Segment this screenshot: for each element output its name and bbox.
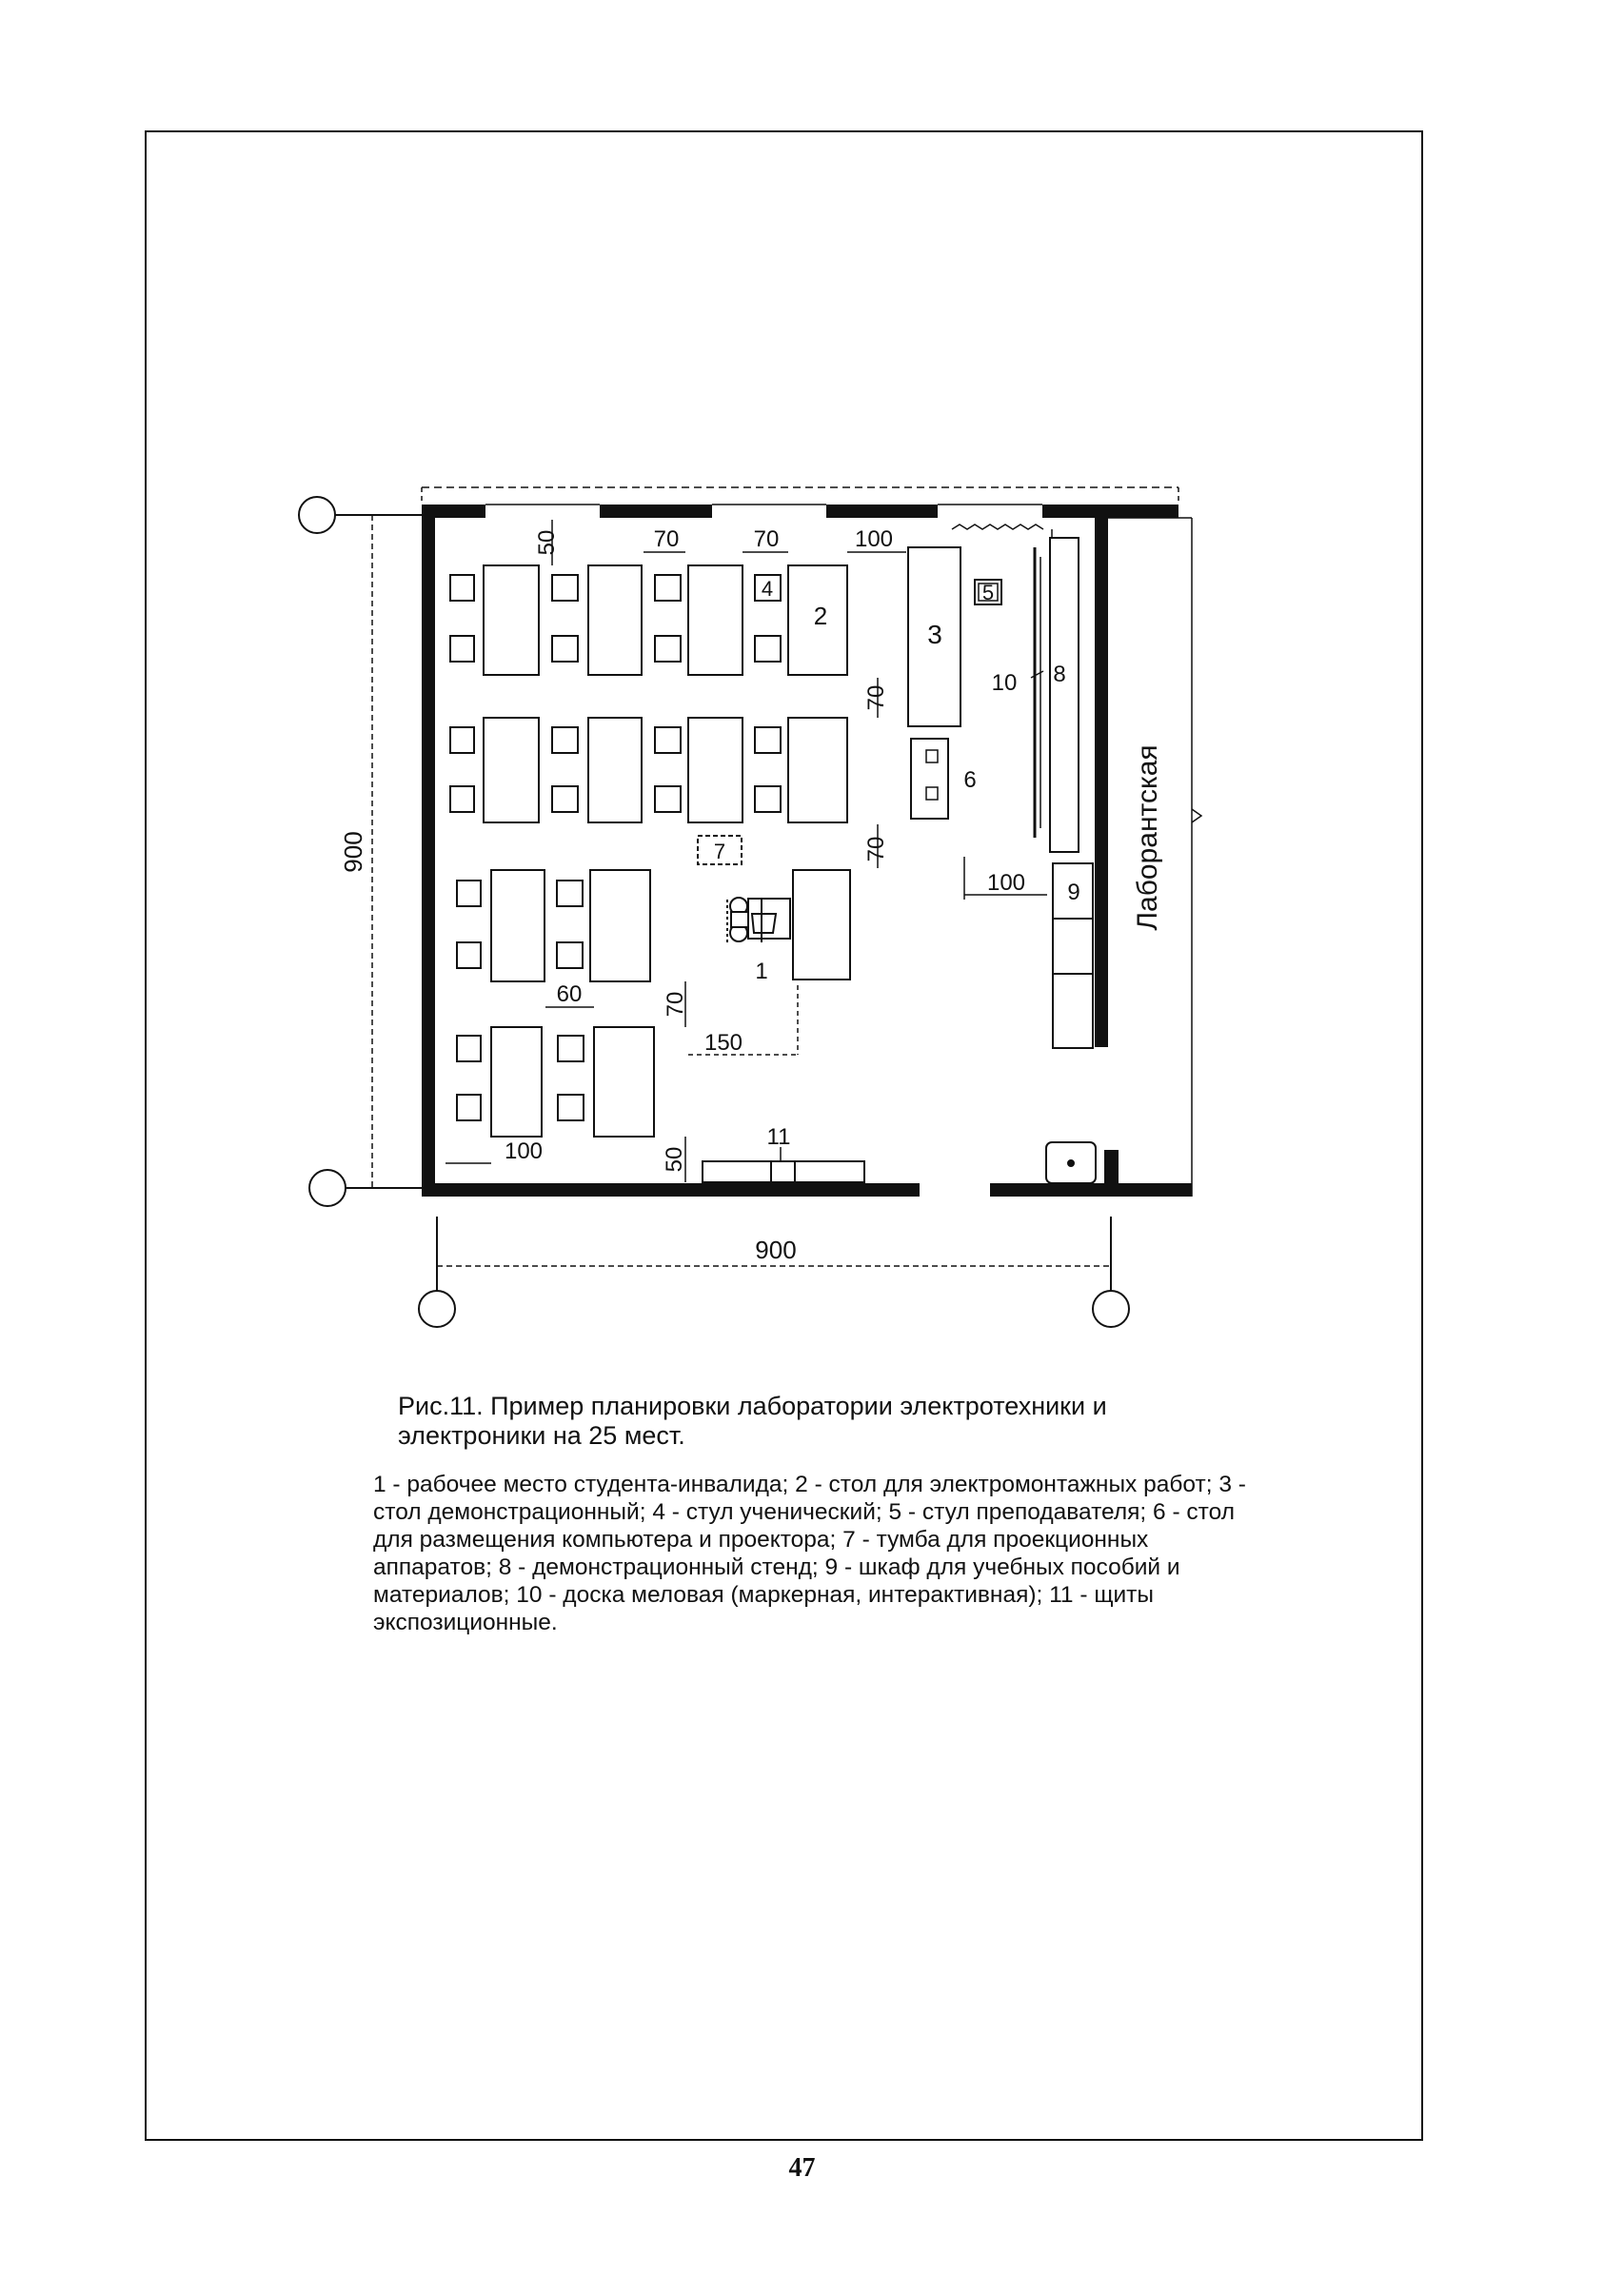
chair	[457, 942, 481, 968]
chair	[552, 786, 578, 812]
desk	[688, 565, 743, 675]
wall-partition	[1095, 518, 1108, 1047]
chair	[655, 786, 681, 812]
desk	[788, 718, 847, 822]
dimension-width-900: 900	[755, 1236, 797, 1264]
chair	[755, 786, 781, 812]
dimension-70-right-b: 70	[863, 836, 889, 862]
wall-top-c	[826, 505, 938, 518]
desk	[594, 1027, 654, 1137]
chair	[457, 881, 481, 906]
chair	[755, 727, 781, 753]
chair	[450, 727, 474, 753]
item1-wheelchair-workstation	[727, 898, 790, 942]
chair	[457, 1095, 481, 1120]
wall-left	[422, 505, 435, 1197]
chair	[557, 942, 583, 968]
figure-caption: Рис.11. Пример планировки лаборатории электротехники и электроники на 25 мест.	[398, 1392, 1107, 1450]
item8-stand	[1050, 538, 1079, 852]
desk	[590, 870, 650, 981]
item-label-6: 6	[963, 767, 977, 793]
wall-bottom-left	[422, 1183, 920, 1197]
item-label-9: 9	[1067, 880, 1080, 905]
dimension-height-900: 900	[339, 831, 367, 873]
desk	[688, 718, 743, 822]
page-number: 47	[788, 2153, 816, 2183]
dimension-100-top: 100	[854, 526, 894, 552]
wall-top-d	[1042, 505, 1178, 518]
wall-right-stub	[1104, 1150, 1119, 1183]
chair	[552, 636, 578, 662]
item-label-2: 2	[813, 602, 828, 630]
item-label-4: 4	[761, 577, 774, 601]
dimension-60: 60	[556, 981, 583, 1007]
cabinet	[1053, 919, 1093, 974]
window-strip	[422, 487, 1178, 505]
item-label-7: 7	[713, 840, 726, 863]
axis-marker-bottom-a	[419, 1291, 455, 1327]
chair	[552, 727, 578, 753]
item-label-10: 10	[991, 670, 1018, 696]
item-label-1: 1	[755, 959, 768, 984]
dimension-70-mid: 70	[663, 991, 688, 1018]
item-label-3: 3	[927, 620, 942, 649]
dimension-70-right-a: 70	[863, 684, 889, 711]
dimension-150: 150	[703, 1030, 743, 1056]
desk	[588, 718, 642, 822]
chair	[450, 636, 474, 662]
chair	[450, 575, 474, 601]
item11-exhibit-board	[703, 1161, 864, 1182]
room-label-laborantskaya: Лаборантская	[1132, 744, 1163, 931]
cabinet	[1053, 974, 1093, 1048]
axis-marker-bottom-left	[309, 1170, 346, 1206]
chair	[655, 575, 681, 601]
chair	[450, 786, 474, 812]
chair	[552, 575, 578, 601]
dimension-100-bottom: 100	[504, 1138, 544, 1164]
curtain	[952, 525, 1043, 529]
desk	[793, 870, 850, 980]
axis-marker-bottom-b	[1093, 1291, 1129, 1327]
teacher-zone	[698, 538, 1096, 1183]
desk	[491, 1027, 542, 1137]
dimension-70-b: 70	[753, 526, 780, 552]
figure-legend: 1 - рабочее место студента-инвалида; 2 - стол для электромонтажных работ; 3 - стол демонстрационный; 4 - стул ученический; 5 - стул преподавателя; 6 - стол для размещения компьютера и проектора; 7 - тумба для проекционных аппаратов; 8 - демонстрационный стенд; 9 - шкаф для учебных пособий и материалов; 10 - доска меловая (маркерная, интерактивная); 11 - щиты экспозиционные.	[373, 1472, 1246, 1635]
chair	[655, 636, 681, 662]
chair	[655, 727, 681, 753]
item-label-5: 5	[981, 581, 995, 604]
desk	[588, 565, 642, 675]
desk	[491, 870, 545, 981]
desk	[484, 565, 539, 675]
chair	[558, 1095, 584, 1120]
chair	[557, 881, 583, 906]
wall-top-b	[600, 505, 712, 518]
chair	[755, 636, 781, 662]
chair	[558, 1036, 584, 1061]
dimension-50-bottom: 50	[662, 1146, 687, 1173]
dimension-70-a: 70	[653, 526, 680, 552]
dimension-100-right: 100	[986, 870, 1026, 896]
wall-bottom-right	[990, 1183, 1192, 1197]
dimension-50-top: 50	[534, 529, 560, 556]
chair	[457, 1036, 481, 1061]
item-label-11: 11	[766, 1124, 791, 1150]
item-label-8: 8	[1053, 662, 1066, 687]
desk	[484, 718, 539, 822]
axis-marker-top-left	[299, 497, 335, 533]
